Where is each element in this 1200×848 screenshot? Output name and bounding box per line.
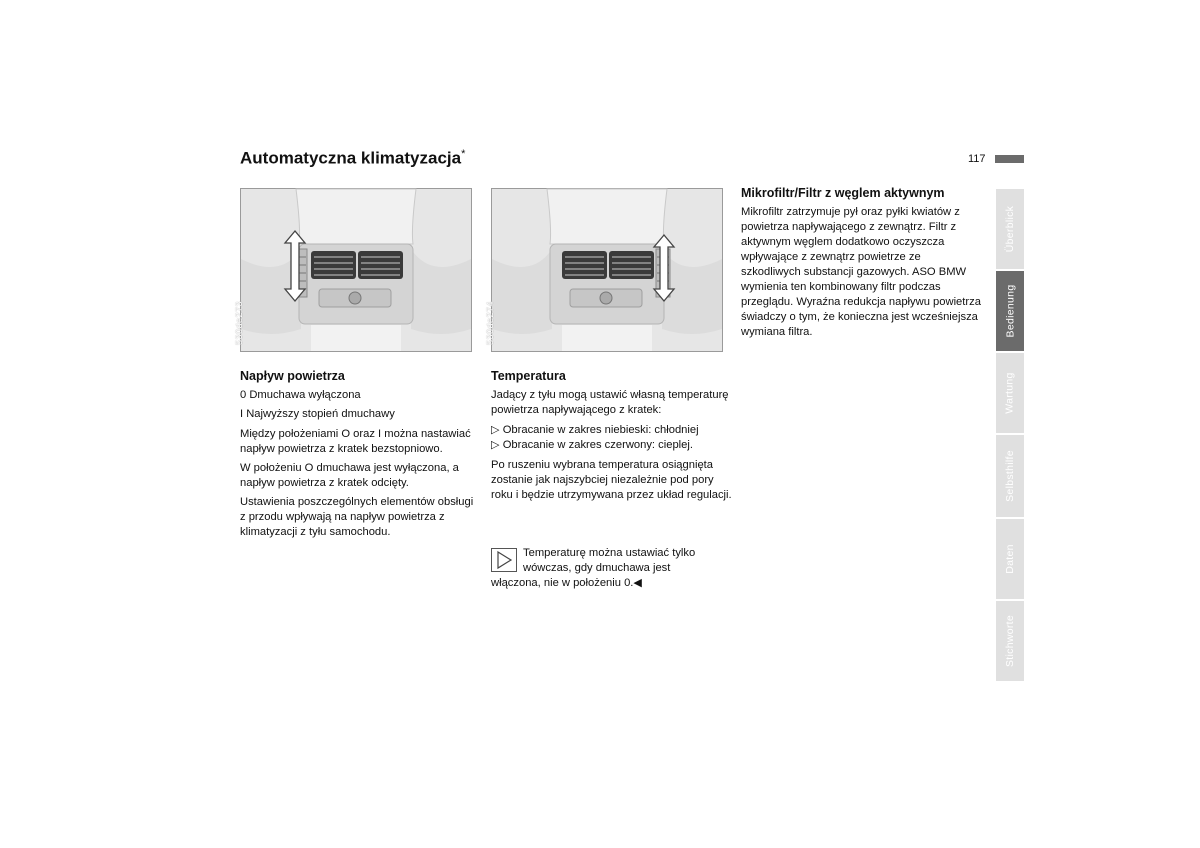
tab-daten[interactable]: Daten: [996, 519, 1024, 599]
figure-code: 530de273: [234, 300, 244, 345]
note-text-end: włączona, nie w położeniu 0.◀: [491, 577, 643, 589]
list-item: ▷ Obracanie w zakres czerwony: cieplej.: [491, 439, 693, 451]
list-item: ▷ Obracanie w zakres niebieski: chłodniej: [491, 424, 699, 436]
tab-stichworte[interactable]: Stichworte: [996, 601, 1024, 681]
page-number-bar: [995, 155, 1024, 163]
page-title: Automatyczna klimatyzacja*: [240, 148, 466, 168]
paragraph: Mikrofiltr zatrzymuje pył oraz pyłki kwiatów z powietrza napływającego z zewnątrz. Filtr z aktywnym węglem dodatkowo oczyszcza wpływające z zewnątrz powietrze ze szkodliwych substancji gazowych. ASO BMW wymienia ten kombinowany filtr podczas przeglądu. Wyraźna redukcja napływu powietrza świadczy o tym, że konieczna jest wcześniejsza wymiana filtra.: [741, 206, 981, 338]
tab-bedienung[interactable]: Bedienung: [996, 271, 1024, 351]
section-heading: Temperatura: [491, 369, 566, 383]
figure-code: 530de274: [485, 300, 495, 345]
paragraph: Ustawienia poszczególnych elementów obsługi z przodu wpływają na napływ powietrza z klimatyzacji z tyłu samochodu.: [240, 496, 474, 538]
figure-airflow: [234, 188, 472, 352]
list-item: I Najwyższy stopień dmuchawy: [240, 408, 395, 420]
section-temperature: [491, 369, 733, 503]
tab-selbsthilfe[interactable]: Selbsthilfe: [996, 435, 1024, 517]
note-text: Temperaturę można ustawiać tylko wówczas, gdy dmuchawa jest: [523, 547, 696, 574]
tab-wartung[interactable]: Wartung: [996, 353, 1024, 433]
tab-uberblick[interactable]: Überblick: [996, 189, 1024, 269]
note-icon: [491, 548, 517, 572]
figure-temperature: [485, 188, 723, 352]
paragraph: Po ruszeniu wybrana temperatura osiągnięta zostanie jak najszybciej niezależnie pod pory roku i będzie utrzymywana przez układ regulacji.: [491, 459, 732, 501]
paragraph: Jadący z tyłu mogą ustawić własną temperaturę powietrza napływającego z kratek:: [491, 389, 729, 416]
paragraph: Między położeniami O oraz I można nastawiać napływ powietrza z kratek bezstopniowo.: [240, 428, 471, 455]
title-star: *: [461, 148, 466, 160]
list-item: 0 Dmuchawa wyłączona: [240, 389, 361, 401]
section-airflow: [240, 369, 480, 540]
page-number: 117: [968, 153, 986, 165]
vent-illustration-2: [492, 189, 722, 351]
vent-illustration-1: [241, 189, 471, 351]
section-heading: Napływ powietrza: [240, 369, 345, 383]
section-microfilter: [741, 186, 981, 340]
section-heading: Mikrofiltr/Filtr z węglem aktywnym: [741, 186, 945, 200]
triangle-icon: [492, 549, 516, 571]
paragraph: W położeniu O dmuchawa jest wyłączona, a napływ powietrza z kratek odcięty.: [240, 462, 459, 489]
